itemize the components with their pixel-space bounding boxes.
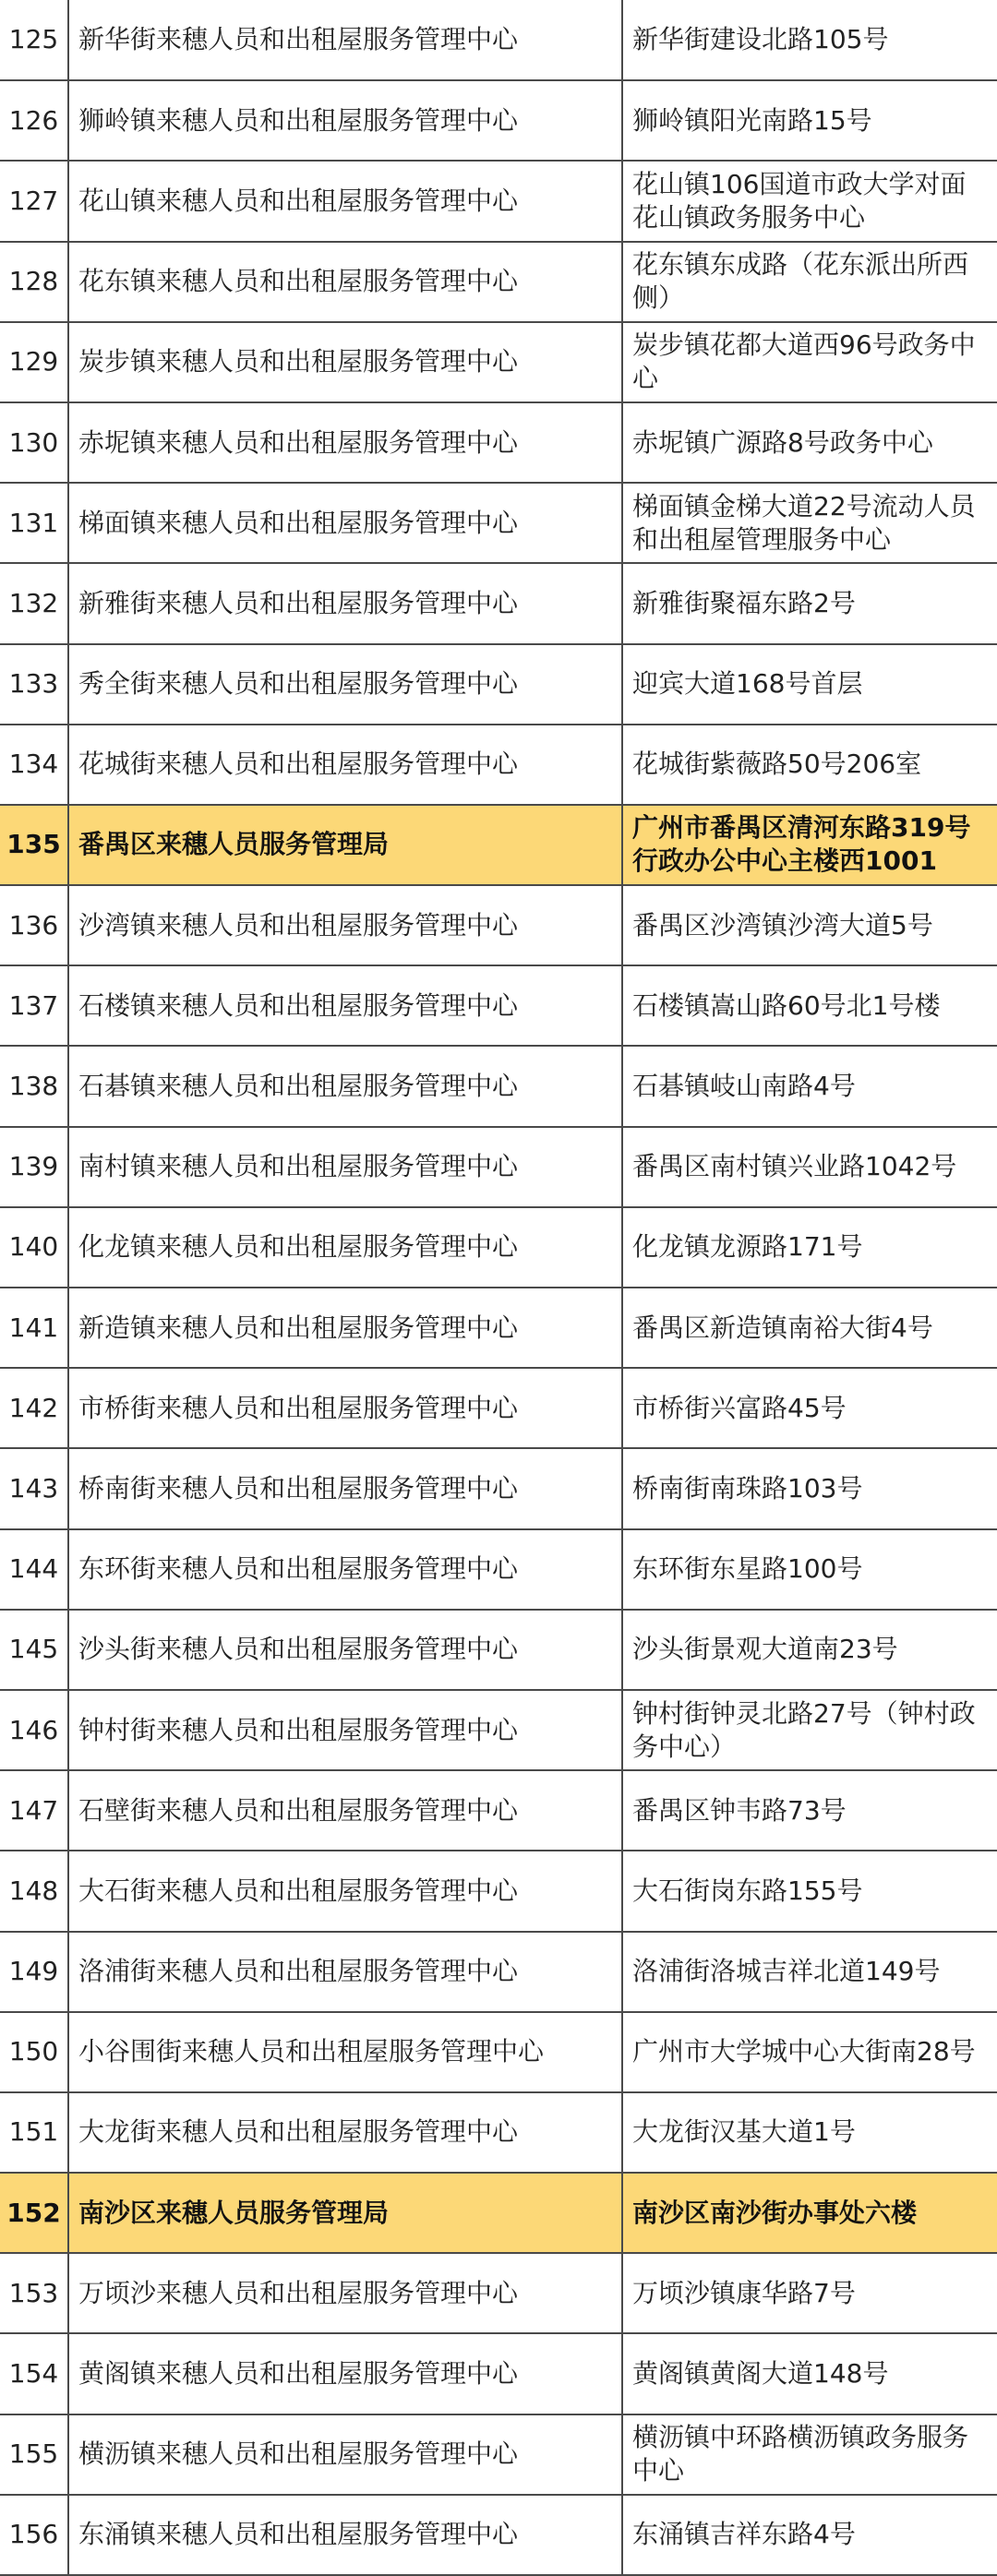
center-address: 横沥镇中环路横沥镇政务服务中心 [622, 2414, 997, 2495]
center-address: 花东镇东成路（花东派出所西侧） [622, 242, 997, 322]
center-address: 花城街紫薇路50号206室 [622, 725, 997, 805]
row-number: 142 [0, 1368, 68, 1448]
center-address: 洛浦街洛城吉祥北道149号 [622, 1932, 997, 2012]
row-number: 136 [0, 885, 68, 965]
row-number: 140 [0, 1207, 68, 1288]
table-row [0, 161, 997, 241]
center-address: 赤坭镇广源路8号政务中心 [622, 402, 997, 483]
row-number: 139 [0, 1127, 68, 1207]
table-row [0, 2012, 997, 2092]
row-number: 146 [0, 1690, 68, 1770]
table-row [0, 402, 997, 483]
center-name: 钟村街来穗人员和出租屋服务管理中心 [68, 1690, 622, 1770]
table-row [0, 2092, 997, 2173]
row-number: 149 [0, 1932, 68, 2012]
center-name: 桥南街来穗人员和出租屋服务管理中心 [68, 1448, 622, 1528]
row-number: 148 [0, 1851, 68, 1931]
table-row [0, 725, 997, 805]
row-number: 147 [0, 1770, 68, 1851]
row-number: 138 [0, 1046, 68, 1126]
row-number: 150 [0, 2012, 68, 2092]
row-number: 133 [0, 644, 68, 725]
center-name: 南沙区来穗人员服务管理局 [68, 2173, 622, 2253]
center-address: 化龙镇龙源路171号 [622, 1207, 997, 1288]
center-address: 广州市大学城中心大街南28号 [622, 2012, 997, 2092]
table-row-highlighted [0, 2173, 997, 2253]
table-row [0, 885, 997, 965]
row-number: 143 [0, 1448, 68, 1528]
table-row-highlighted [0, 805, 997, 885]
center-address: 番禺区新造镇南裕大街4号 [622, 1288, 997, 1368]
table-row [0, 965, 997, 1046]
center-address: 新雅街聚福东路2号 [622, 563, 997, 643]
center-name: 大石街来穗人员和出租屋服务管理中心 [68, 1851, 622, 1931]
center-name: 万顷沙来穗人员和出租屋服务管理中心 [68, 2253, 622, 2333]
table-row [0, 1368, 997, 1448]
row-number: 134 [0, 725, 68, 805]
table-row [0, 1046, 997, 1126]
row-number: 144 [0, 1529, 68, 1610]
center-address: 狮岭镇阳光南路15号 [622, 80, 997, 161]
center-address: 广州市番禺区清河东路319号行政办公中心主楼西1001 [622, 805, 997, 885]
center-address: 花山镇106国道市政大学对面花山镇政务服务中心 [622, 161, 997, 241]
row-number: 151 [0, 2092, 68, 2173]
center-address: 番禺区沙湾镇沙湾大道5号 [622, 885, 997, 965]
center-name: 东涌镇来穗人员和出租屋服务管理中心 [68, 2495, 622, 2575]
table-row [0, 483, 997, 563]
center-name: 石壁街来穗人员和出租屋服务管理中心 [68, 1770, 622, 1851]
row-number: 153 [0, 2253, 68, 2333]
center-name: 市桥街来穗人员和出租屋服务管理中心 [68, 1368, 622, 1448]
row-number: 129 [0, 322, 68, 402]
center-address: 东环街东星路100号 [622, 1529, 997, 1610]
center-address: 桥南街南珠路103号 [622, 1448, 997, 1528]
row-number: 135 [0, 805, 68, 885]
center-address: 大石街岗东路155号 [622, 1851, 997, 1931]
row-number: 154 [0, 2333, 68, 2414]
center-name: 梯面镇来穗人员和出租屋服务管理中心 [68, 483, 622, 563]
center-address: 钟村街钟灵北路27号（钟村政务中心） [622, 1690, 997, 1770]
center-name: 新雅街来穗人员和出租屋服务管理中心 [68, 563, 622, 643]
center-name: 东环街来穗人员和出租屋服务管理中心 [68, 1529, 622, 1610]
center-address: 大龙街汉基大道1号 [622, 2092, 997, 2173]
table-row [0, 1851, 997, 1931]
center-address: 石楼镇嵩山路60号北1号楼 [622, 965, 997, 1046]
center-address: 市桥街兴富路45号 [622, 1368, 997, 1448]
center-name: 赤坭镇来穗人员和出租屋服务管理中心 [68, 402, 622, 483]
table-row [0, 1932, 997, 2012]
row-number: 126 [0, 80, 68, 161]
table-row [0, 1207, 997, 1288]
center-address: 梯面镇金梯大道22号流动人员和出租屋管理服务中心 [622, 483, 997, 563]
center-name: 花东镇来穗人员和出租屋服务管理中心 [68, 242, 622, 322]
center-name: 小谷围街来穗人员和出租屋服务管理中心 [68, 2012, 622, 2092]
row-number: 132 [0, 563, 68, 643]
row-number: 152 [0, 2173, 68, 2253]
table-row [0, 1770, 997, 1851]
center-name: 秀全街来穗人员和出租屋服务管理中心 [68, 644, 622, 725]
table-row [0, 2333, 997, 2414]
center-name: 番禺区来穗人员服务管理局 [68, 805, 622, 885]
row-number: 131 [0, 483, 68, 563]
table-row [0, 1288, 997, 1368]
center-name: 大龙街来穗人员和出租屋服务管理中心 [68, 2092, 622, 2173]
center-address: 迎宾大道168号首层 [622, 644, 997, 725]
center-address: 万顷沙镇康华路7号 [622, 2253, 997, 2333]
center-address: 番禺区钟韦路73号 [622, 1770, 997, 1851]
center-address: 南沙区南沙街办事处六楼 [622, 2173, 997, 2253]
table-row [0, 563, 997, 643]
table-row [0, 644, 997, 725]
row-number: 130 [0, 402, 68, 483]
center-name: 沙湾镇来穗人员和出租屋服务管理中心 [68, 885, 622, 965]
table-row [0, 1529, 997, 1610]
center-name: 化龙镇来穗人员和出租屋服务管理中心 [68, 1207, 622, 1288]
center-address: 东涌镇吉祥东路4号 [622, 2495, 997, 2575]
row-number: 156 [0, 2495, 68, 2575]
table-row [0, 322, 997, 402]
center-address: 炭步镇花都大道西96号政务中心 [622, 322, 997, 402]
center-name: 沙头街来穗人员和出租屋服务管理中心 [68, 1610, 622, 1690]
row-number: 137 [0, 965, 68, 1046]
center-name: 黄阁镇来穗人员和出租屋服务管理中心 [68, 2333, 622, 2414]
center-name: 花山镇来穗人员和出租屋服务管理中心 [68, 161, 622, 241]
center-name: 石楼镇来穗人员和出租屋服务管理中心 [68, 965, 622, 1046]
row-number: 155 [0, 2414, 68, 2495]
center-name: 洛浦街来穗人员和出租屋服务管理中心 [68, 1932, 622, 2012]
row-number: 145 [0, 1610, 68, 1690]
center-name: 新华街来穗人员和出租屋服务管理中心 [68, 0, 622, 80]
row-number: 127 [0, 161, 68, 241]
table-row [0, 2253, 997, 2333]
table-row [0, 80, 997, 161]
center-address: 番禺区南村镇兴业路1042号 [622, 1127, 997, 1207]
center-address: 新华街建设北路105号 [622, 0, 997, 80]
center-name: 新造镇来穗人员和出租屋服务管理中心 [68, 1288, 622, 1368]
table-row [0, 2495, 997, 2575]
table-row [0, 1690, 997, 1770]
table-row [0, 0, 997, 80]
table-row [0, 1448, 997, 1528]
row-number: 125 [0, 0, 68, 80]
center-name: 花城街来穗人员和出租屋服务管理中心 [68, 725, 622, 805]
center-name: 狮岭镇来穗人员和出租屋服务管理中心 [68, 80, 622, 161]
center-address: 石碁镇岐山南路4号 [622, 1046, 997, 1126]
table-row [0, 1610, 997, 1690]
center-address: 黄阁镇黄阁大道148号 [622, 2333, 997, 2414]
row-number: 128 [0, 242, 68, 322]
center-name: 石碁镇来穗人员和出租屋服务管理中心 [68, 1046, 622, 1126]
center-name: 横沥镇来穗人员和出租屋服务管理中心 [68, 2414, 622, 2495]
center-name: 炭步镇来穗人员和出租屋服务管理中心 [68, 322, 622, 402]
table-row [0, 242, 997, 322]
center-name: 南村镇来穗人员和出租屋服务管理中心 [68, 1127, 622, 1207]
table-row [0, 2414, 997, 2495]
row-number: 141 [0, 1288, 68, 1368]
center-address: 沙头街景观大道南23号 [622, 1610, 997, 1690]
table-row [0, 1127, 997, 1207]
